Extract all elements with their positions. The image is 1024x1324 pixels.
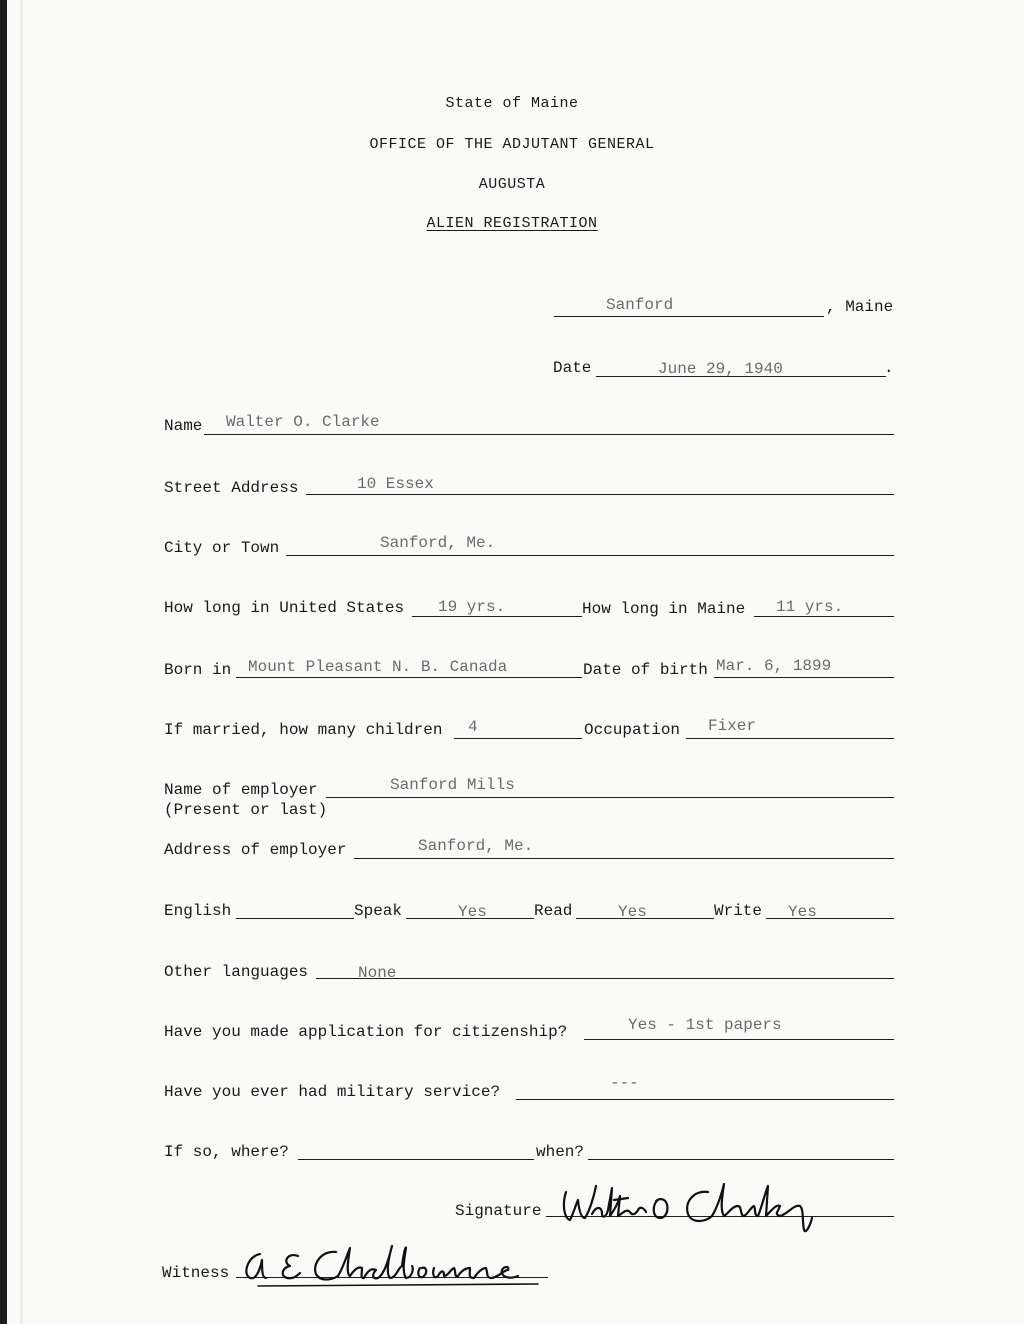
children-value: 4 bbox=[468, 718, 478, 736]
name-value: Walter O. Clarke bbox=[226, 413, 380, 431]
place-suffix: , Maine bbox=[826, 298, 894, 316]
signature-label: Signature bbox=[455, 1202, 542, 1220]
employer-sublabel: (Present or last) bbox=[164, 801, 328, 819]
citizenship-label: Have you made application for citizenship? bbox=[164, 1023, 568, 1041]
us-years-value: 19 yrs. bbox=[438, 598, 506, 616]
write-line bbox=[766, 918, 894, 919]
employer-address-value: Sanford, Me. bbox=[418, 837, 534, 855]
city-label: City or Town bbox=[164, 539, 280, 557]
other-languages-label: Other languages bbox=[164, 963, 309, 981]
us-years-label: How long in United States bbox=[164, 599, 405, 617]
born-in-label: Born in bbox=[164, 661, 232, 679]
dob-value: Mar. 6, 1899 bbox=[716, 657, 832, 675]
employer-address-line bbox=[354, 858, 894, 859]
scan-edge bbox=[0, 0, 7, 1324]
write-value: Yes bbox=[788, 903, 817, 921]
header-city: AUGUSTA bbox=[478, 176, 546, 193]
dob-label: Date of birth bbox=[583, 661, 708, 679]
born-in-line bbox=[236, 677, 582, 678]
dob-line bbox=[714, 677, 894, 678]
employer-address-label: Address of employer bbox=[164, 841, 347, 859]
name-label: Name bbox=[164, 417, 203, 435]
other-languages-line bbox=[316, 978, 894, 979]
occupation-value: Fixer bbox=[708, 717, 757, 735]
military-line bbox=[516, 1099, 894, 1100]
occupation-label: Occupation bbox=[584, 721, 681, 739]
born-in-value: Mount Pleasant N. B. Canada bbox=[248, 658, 508, 676]
header-state: State of Maine bbox=[445, 95, 579, 112]
children-label: If married, how many children bbox=[164, 721, 443, 739]
employer-value: Sanford Mills bbox=[390, 776, 515, 794]
date-value: June 29, 1940 bbox=[658, 360, 783, 378]
date-end: . bbox=[884, 359, 894, 377]
employer-label: Name of employer bbox=[164, 781, 318, 799]
city-value: Sanford, Me. bbox=[380, 534, 496, 552]
read-label: Read bbox=[534, 902, 573, 920]
when-label: when? bbox=[536, 1143, 585, 1161]
scan-smudge bbox=[20, 0, 23, 1324]
citizenship-value: Yes - 1st papers bbox=[628, 1016, 782, 1034]
maine-years-label: How long in Maine bbox=[582, 600, 746, 618]
witness-handwriting bbox=[238, 1240, 558, 1290]
witness-label: Witness bbox=[162, 1264, 230, 1282]
maine-years-value: 11 yrs. bbox=[776, 598, 844, 616]
city-line bbox=[286, 555, 894, 556]
employer-line bbox=[326, 797, 894, 798]
street-value: 10 Essex bbox=[357, 475, 434, 493]
place-value: Sanford bbox=[606, 296, 674, 314]
occupation-line bbox=[686, 738, 894, 739]
street-line bbox=[306, 494, 894, 495]
english-label: English bbox=[164, 902, 232, 920]
street-label: Street Address bbox=[164, 479, 299, 497]
when-line bbox=[588, 1159, 894, 1160]
place-line bbox=[554, 316, 824, 317]
military-label: Have you ever had military service? bbox=[164, 1083, 501, 1101]
english-line bbox=[236, 918, 354, 919]
header-office: OFFICE OF THE ADJUTANT GENERAL bbox=[369, 136, 655, 153]
write-label: Write bbox=[714, 902, 763, 920]
citizenship-line bbox=[584, 1039, 894, 1040]
where-label: If so, where? bbox=[164, 1143, 289, 1161]
children-line bbox=[454, 738, 582, 739]
military-value: --- bbox=[610, 1074, 639, 1092]
speak-value: Yes bbox=[458, 903, 487, 921]
form-title: ALIEN REGISTRATION bbox=[426, 215, 598, 232]
where-line bbox=[298, 1159, 534, 1160]
name-line bbox=[204, 434, 894, 435]
date-label: Date bbox=[553, 359, 592, 377]
read-value: Yes bbox=[618, 903, 647, 921]
signature-handwriting bbox=[548, 1170, 838, 1240]
speak-label: Speak bbox=[354, 902, 403, 920]
other-languages-value: None bbox=[358, 964, 397, 982]
